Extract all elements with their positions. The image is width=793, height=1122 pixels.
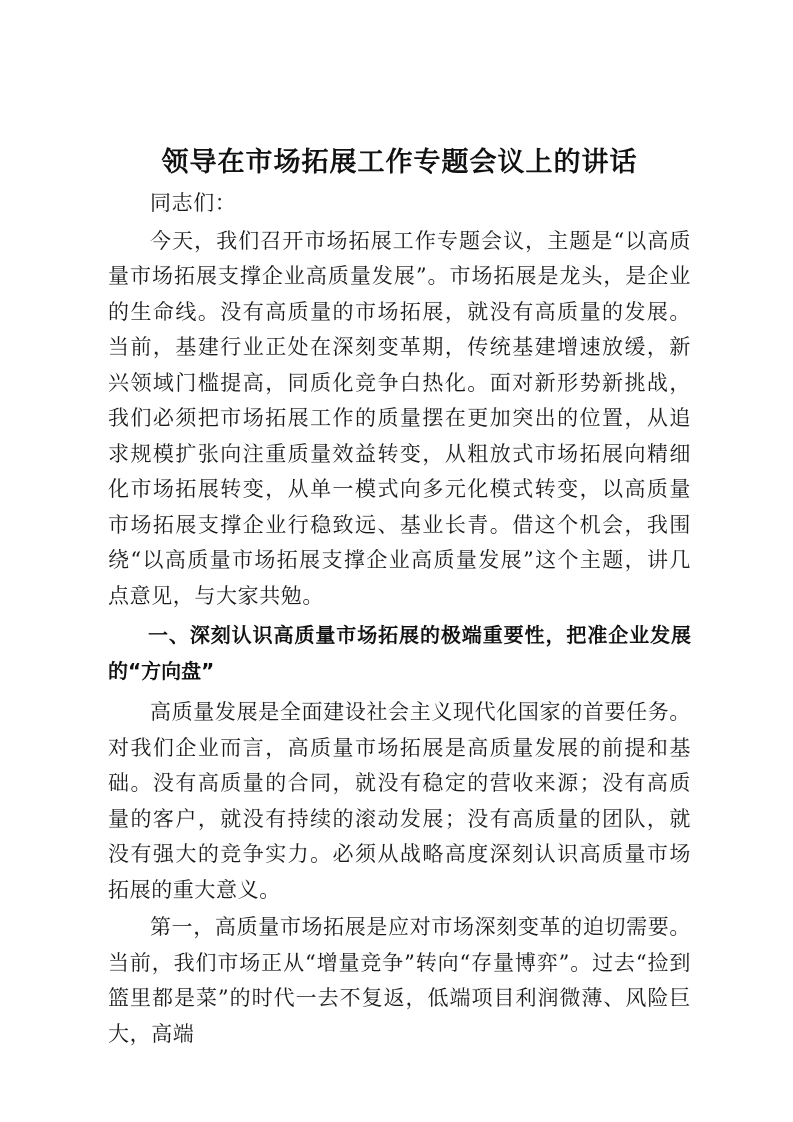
document-page (108, 142, 691, 1052)
document-title: 领导在市场拓展工作专题会议上的讲话 (161, 147, 638, 178)
section-1-point-1-paragraph: 第一，高质量市场拓展是应对市场深刻变革的迫切需要。当前，我们市场正从“增量竞争”转向“存量博弈”。过去“捡到篮里都是菜”的时代一去不复返，低端项目利润微薄、风险巨大，高端 (108, 915, 691, 1046)
salutation: 同志们： (150, 191, 237, 215)
intro-paragraph: 今天，我们召开市场拓展工作专题会议，主题是“以高质量市场拓展支撑企业高质量发展”。市场拓展是龙头，是企业的生命线。没有高质量的市场拓展，就没有高质量的发展。当前，基建行业正处在深刻变革期，传统基建增速放缓，新兴领域门槛提高，同质化竞争白热化。面对新形势新挑战，我们必须把市场拓展工作的质量摆在更加突出的位置，从追求规模扩张向注重质量效益转变，从粗放式市场拓展向精细化市场拓展转变，从单一模式向多元化模式转变，以高质量市场拓展支撑企业行稳致远、基业长青。借这个机会，我围绕“以高质量市场拓展支撑企业高质量发展”这个主题，讲几点意见，与大家共勉。 (108, 228, 691, 608)
section-heading-1: 一、深刻认识高质量市场拓展的极端重要性，把准企业发展的“方向盘” (108, 623, 691, 683)
section-1-paragraph: 高质量发展是全面建设社会主义现代化国家的首要任务。对我们企业而言，高质量市场拓展是高质量发展的前提和基础。没有高质量的合同，就没有稳定的营收来源；没有高质量的客户，就没有持续的滚动发展；没有高质量的团队，就没有强大的竞争实力。必须从战略高度深刻认识高质量市场拓展的重大意义。 (108, 700, 691, 902)
